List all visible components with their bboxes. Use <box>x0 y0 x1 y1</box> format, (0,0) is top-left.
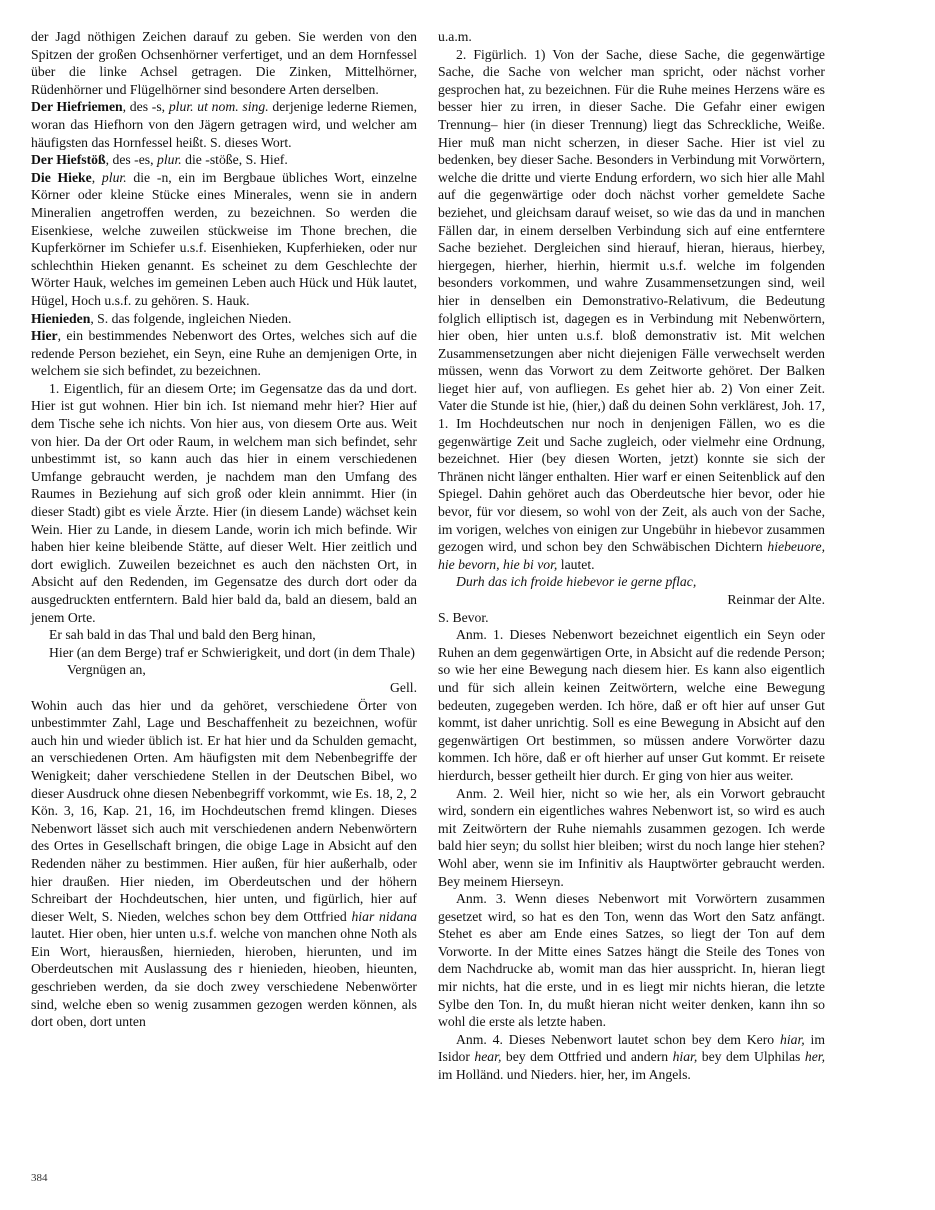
headword: Der Hiefstöß <box>31 152 106 168</box>
paragraph-uam: u.a.m. <box>438 29 472 44</box>
entry-hiefstoss: Der Hiefstöß, des -es, plur. die -stöße, S. Hief. <box>31 152 288 168</box>
left-column <box>31 28 417 1031</box>
note-4: Anm. 4. Dieses Nebenwort lautet schon bey dem Kero hiar, im Isidor hear, bey dem Ottfried und andern hiar, bey dem Ulphilas her, im Holländ. und Nieders. hier, her, im Angels. <box>438 1031 825 1083</box>
quote-attribution: Reinmar der Alte. <box>727 592 825 607</box>
see-bevor: S. Bevor. <box>438 609 489 625</box>
right-column <box>438 28 825 1084</box>
headword: Hienieden <box>31 310 91 326</box>
verse-line-1: Er sah bald in das Thal und bald den Berg hinan, <box>49 627 316 643</box>
entry-hier: Hier, ein bestimmendes Nebenwort des Ortes, welches sich auf die redende Person beziehet, ein Seyn, eine Ruhe an demjenigen Orte, in welchem sie sich befindet, zu bezeichnen. <box>31 328 417 379</box>
note-1: Anm. 1. Dieses Nebenwort bezeichnet eigentlich ein Seyn oder Ruhen an dem gegenwärtigen Orte, in Absicht auf die redende Person; so wie her eine Bewegung nach diesem hier. Es kann also eigentlich und für sich allein keinen Zeitwörtern, welche eine Bewegung bedeuten, zugegeben werden. Ich höre, daß er oft hier auf unser Gut kommt, ist daher unrichtig. Soll es eine Bewegung in Absicht auf den gegenwärtigen Ort bestimmen, so müssen andere Vorwörter dazu kommen. Ich höre, daß er oft hierher auf unser Gut kommt. Er reisete hierdurch, besser getheilt hier durch. Er ging von hier aus weiter. <box>438 627 825 783</box>
page-number: 384 <box>31 1172 48 1184</box>
verse-attribution: Gell. <box>390 679 417 695</box>
note-2: Anm. 2. Weil hier, nicht so wie her, als ein Vorwort gebraucht wird, sondern ein eigentliches wahres Nebenwort ist, so wird es auch mit Zeitwörtern der Ruhe niemahls zusammen gezogen. Ich werde bald hier seyn; du sollst hier bleiben; wirst du noch lange hier stehen? Wohl aber, wenn sie im Infinitiv als Hauptwörter gebraucht werden. Bey meinem Hierseyn. <box>438 785 825 889</box>
headword: Die Hieke <box>31 169 92 185</box>
entry-hiefriemen: Der Hiefriemen, des -s, plur. ut nom. sing. derjenige lederne Riemen, woran das Hiefhorn von den Jägern getragen wird, und welcher am häufigsten das Hornfessel heißt. S. dieses Wort. <box>31 99 417 150</box>
sense-2: 2. Figürlich. 1) Von der Sache, diese Sache, die gegenwärtige Sache, die Sache von welcher man spricht, oder nächst vorher gesprochen hat, zu bezeichnen. Für die Ruhe meines Herzens wäre es besser hier zu irren, in dieser Sache. Die Gefahr einer ewigen Trennung– hier (in dieser Trennung) liegt das Schreckliche, Weiße. Hier muß man nicht scherzen, in dieser Sache. Hier ist viel zu bedenken, bey dieser Sache. Besonders in Verbindung mit Vorwörtern, welche die dritte und vierte Endung erfordern, wo sich hier alle Mahl auf die gegenwärtige oder doch nächst vorher gemeldete Sache beziehet, und gleichsam darauf weiset, so wie das da und in manchen Fällen dar, in einem derselben Verbindung sich auf eine entferntere Sache beziehet. Dergleichen sind hierauf, hieran, hieraus, hierbey, hiergegen, hierher, hierhin, hiermit u.s.f. welche im folgenden besonders vorkommen, und wahre Zusammensetzungen sind, weil hier in denselben ein Demonstrativo-Relativum, die Bedeutung folglich elliptisch ist, dagegen es in Verbindung mit Nebenwörtern, hier oben, hier unten u.s.f. bloß demonstrativ ist. Mit welchen Zusammensetzungen aber nicht diejenigen Fälle verwechselt werden müssen, wenn das Vorwort zu dem Zeitworte gehöret. Der Balken lieget hier auf, von aufliegen. Es gehet hier ab. 2) Von einer Zeit. Vater die Stunde ist hie, (hier,) daß du deinen Sohn verklärest, Joh. 17, 1. Im Hochdeutschen nur noch in denjenigen Fällen, wo es die gegenwärtige Zeit und Sache zugleich, oder vielmehr eine Ordnung, bezeichnet. Hier (bey diesen Worten, jetzt) konnte sie sich der Thränen nicht länger enthalten. Hier warf er einen Seitenblick auf den Spiegel. Dahin gehöret auch das Oberdeutsche hier bevor, oder hie bevor, für vor diesem, so wohl von der Zeit, als auch von der Sache, im vorigen, welches von einigen zur Ungebühr in hiebevor zusammen gezogen wird, und schon bey den Schwäbischen Dichtern hiebeuore, hie bevorn, hie bi vor, lautet. <box>438 46 825 572</box>
headword: Hier <box>31 328 58 344</box>
entry-hienieden: Hienieden, S. das folgende, ingleichen Nieden. <box>31 310 292 326</box>
sense-1: 1. Eigentlich, für an diesem Orte; im Gegensatze das da und dort. Hier ist gut wohnen. Hier bin ich. Ist niemand mehr hier? Hier auf dem Tische sehe ich nichts. Von hier aus, von diesem Orte aus. Weit von hier. Da der Ort oder Raum, in welchem man sich befindet, sehr unbestimmt ist, so kann auch das hier in einem verschiedenen Umfange gebraucht werden, je nachdem man den Umfang des Raumes in Beziehung auf sich groß oder klein annimmt. Hier (in dieser Stadt) gibt es viele Ärzte. Hier (in diesem Lande) wächset kein Wein. Hier zu Lande, in diesem Lande, worin ich mich befinde. Wir haben hier keine bleibende Stätte, auf dieser Welt. Hier zeitlich und dort ewiglich. Zuweilen bezeichnet es auch den nächsten Ort, in Absicht auf den Redenden, im Gegensatze des durch dort oder da ausgedruckten entferntern. Bald hier bald da, bald an diesem, bald an jenem Orte. <box>31 380 417 625</box>
entry-hieke: Die Hieke, plur. die -n, ein im Bergbaue übliches Wort, einzelne Körner oder kleine Stücke eines Minerales, wenn sie in andern Mineralien angetroffen werden, zu bezeichnen. So werden die Eisenkiese, welche zuweilen stückweise im Thone brechen, die Kupferkörner im Schiefer u.s.f. Eisenhieken, Kupferhieken, oder nur schlechthin Hieken genannt. Es scheinet zu dem Geschlechte der Wörter Hauk, welches im gemeinen Leben auch Hück und Hük lautet, Hügel, Hoch u.s.f. zu gehören. S. Hauk. <box>31 169 418 308</box>
verse-line-2: Hier (an dem Berge) traf er Schwierigkeit, und dort (in dem Thale) Vergnügen an, <box>49 644 415 678</box>
entry-continuation: der Jagd nöthigen Zeichen darauf zu geben. Sie werden von den Spitzen der großen Ochsenhörner verfertiget, und an dem Hornfessel über die linke Achsel getragen. Die Zinken, Mittelhörner, Rüdenhörner und Flügelhörner sind besondere Arten derselben. <box>31 29 417 97</box>
paragraph-wohin: Wohin auch das hier und da gehöret, verschiedene Örter von unbestimmter Zahl, Lage und Beschaffenheit zu bezeichnen, wofür auch hin und wieder üblich ist. Er hat hier und da Schulden gemacht, an verschiedenen Orten. Am häufigsten mit dem Nebenbegriffe der Wenigkeit; daher verschiedene Stellen in der Deutschen Bibel, wo dieser Ausdruck ohne diesen Nebenbegriff vorkommt, wie Es. 18, 2, 2 Kön. 3, 16, Kap. 21, 16, im Hochdeutschen fremd klingen. Dieses Nebenwort lässet sich auch mit verschiedenen andern Nebenwörtern des Ortes in Gesellschaft bringen, die obige Lage in Absicht auf den Redenden näher zu bestimmen. Hier außen, für hier außerhalb, oder hier draußen. Hier nieden, im Oberdeutschen und der höhern Schreibart der Hochdeutschen, hier unten, und figürlich, hier auf dieser Welt, S. Nieden, welches schon bey dem Ottfried hiar nidana lautet. Hier oben, hier unten u.s.f. welche von manchen ohne Noth als Ein Wort, hierausßen, hiernieden, hieroben, hierunten, und im Oberdeutschen mit Auslassung des r hienieden, hieoben, hieunten, geschrieben werden, da sie doch zwey verschiedene Nebenwörter sind, welche eben so wenig zusammen gezogen werden können, als dort oben, dort unten <box>31 697 418 1030</box>
headword: Der Hiefriemen <box>31 99 123 115</box>
quote-line: Durh das ich froide hiebevor ie gerne pflac, <box>456 574 697 590</box>
note-3: Anm. 3. Wenn dieses Nebenwort mit Vorwörtern zusammen gesetzet wird, so hat es den Ton, wenn das Wort den Satz anfängt. Stehet es aber am Ende eines Satzes, so liegt der Ton auf dem Vorworte. In der Mitte eines Satzes hängt die Steile des Tones von dem Nachdrucke ab, womit man das hier ausspricht. In, hieran liegt mir nichts, hat die erste, und in es liegt mir nichts hieran, die letzte Sylbe den Ton. In, du mußt hieran nicht weiter denken, kann ihn so wohl die erste als letzte haben. <box>438 891 825 1030</box>
